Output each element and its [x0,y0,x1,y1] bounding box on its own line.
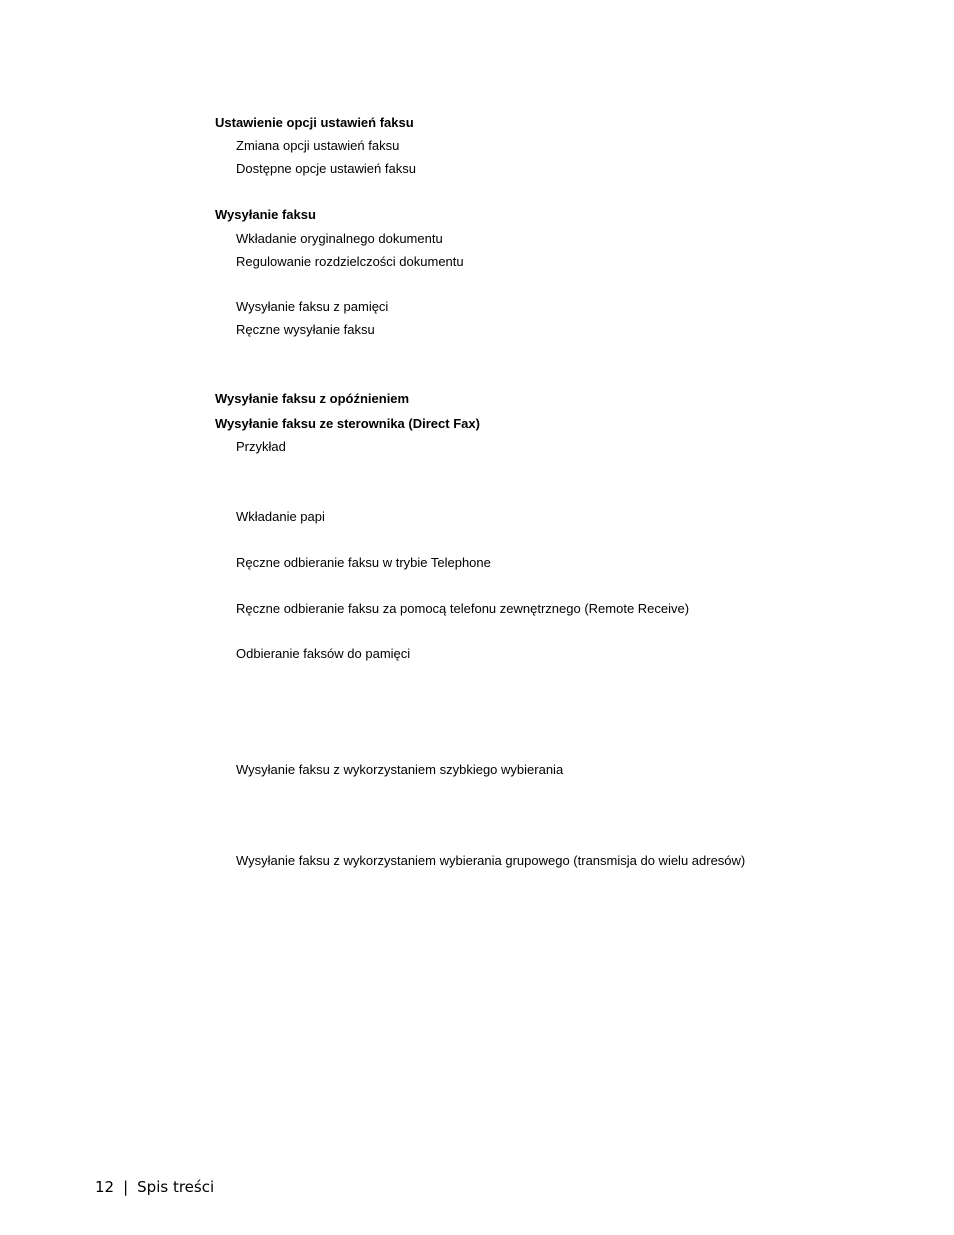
toc-heading-direct-fax: Wysyłanie faksu ze sterownika (Direct Fax) [215,416,480,431]
toc-entry: Wysyłanie faksu z wykorzystaniem wybierania grupowego (transmisja do wielu adresów) [236,853,746,868]
toc-entry: Regulowanie rozdzielczości dokumentu [236,254,464,269]
toc-entry: Zmiana opcji ustawień faksu [236,138,400,153]
toc-entry: Przykład [236,439,286,454]
toc-entry: Ręczne wysyłanie faksu [236,322,375,337]
toc-entry: Wkładanie papi [236,509,325,524]
toc-heading-fax-settings: Ustawienie opcji ustawień faksu [215,115,414,130]
page-footer [95,1177,214,1197]
footer-separator: | [123,1178,129,1196]
toc-entry: Dostępne opcje ustawień faksu [236,161,416,176]
page-number: 12 [95,1178,115,1196]
footer-section-title: Spis treści [137,1178,215,1196]
toc-heading-delayed-fax: Wysyłanie faksu z opóźnieniem [215,391,410,406]
toc-entry: Odbieranie faksów do pamięci [236,646,411,661]
toc-entry: Wysyłanie faksu z pamięci [236,299,389,314]
toc-heading-sending-fax: Wysyłanie faksu [215,207,316,222]
toc-entry: Ręczne odbieranie faksu w trybie Telephone [236,555,491,570]
toc-entry: Wkładanie oryginalnego dokumentu [236,231,443,246]
toc-entry: Ręczne odbieranie faksu za pomocą telefonu zewnętrznego (Remote Receive) [236,601,690,616]
toc-entry: Wysyłanie faksu z wykorzystaniem szybkiego wybierania [236,762,564,777]
